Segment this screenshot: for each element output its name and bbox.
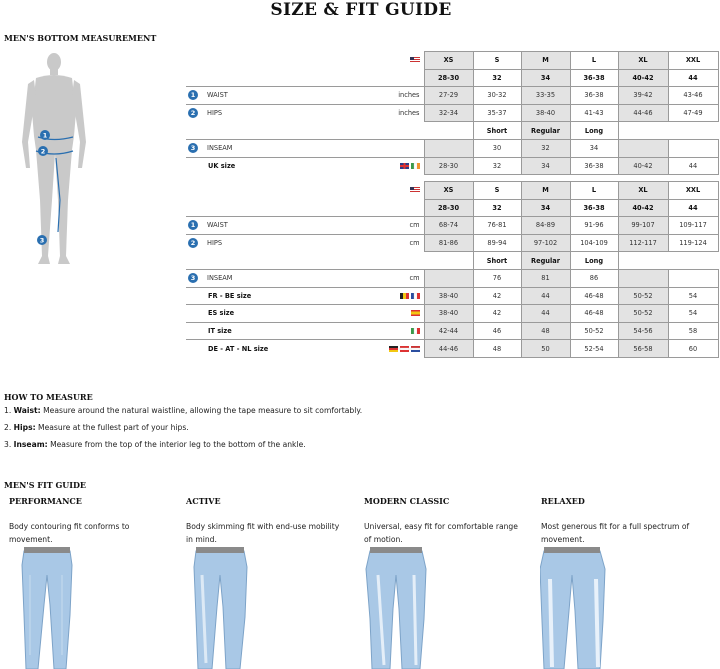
how-to-measure-item: 2. Hips: Measure at the fullest part of your hips.	[4, 423, 189, 432]
fit-description: Body contouring fit conforms to movement.	[9, 522, 130, 544]
row-label: UK size	[186, 157, 282, 175]
fit-guide-heading: MEN'S FIT GUIDE	[4, 480, 87, 490]
size-header-row	[186, 52, 718, 70]
measure-heading: MEN'S BOTTOM MEASUREMENT	[4, 33, 157, 43]
hips-row: 2 HIPS cm 81-86 89-94 97-102 104-109 112-117 119-124	[186, 234, 718, 252]
size-label: XS	[424, 52, 473, 70]
how-to-measure-item: 1. Waist: Measure around the natural waistline, allowing the tape measure to sit comfortably.	[4, 406, 363, 415]
fit-name: ACTIVE	[186, 496, 221, 506]
fit-active	[186, 496, 356, 546]
how-to-measure-item: 3. Inseam: Measure from the top of the interior leg to the bottom of the ankle.	[4, 440, 306, 449]
es-flag-icon	[411, 310, 420, 316]
relaxed-pants-icon	[540, 545, 608, 669]
fit-name: PERFORMANCE	[9, 496, 82, 506]
svg-text:2: 2	[40, 147, 46, 156]
waist-inch-size-row: 28-30 32 34 36-38 40-42 44	[186, 199, 718, 217]
fit-performance	[9, 496, 179, 546]
fit-name: RELAXED	[541, 496, 585, 506]
waist-inch-size-row: 28-30 32 34 36-38 40-42 44	[186, 69, 718, 87]
size-label: S	[473, 52, 521, 70]
unit-label: inches	[282, 104, 424, 122]
us-flag-icon	[410, 57, 420, 63]
size-label: M	[521, 52, 570, 70]
marker-3-icon: 3	[188, 273, 198, 283]
size-header-row: XS S M L XL XXL	[186, 182, 718, 200]
fit-description: Universal, easy fit for comfortable range of motion.	[364, 522, 518, 544]
svg-text:3: 3	[39, 236, 45, 245]
marker-1-icon: 1	[188, 220, 198, 230]
marker-2-icon: 2	[188, 238, 198, 248]
hips-row: 2 HIPS inches 32-34 35-37 38-40 41-43 44-46 47-49	[186, 104, 718, 122]
unit-label: inches	[282, 87, 424, 105]
svg-text:1: 1	[42, 131, 48, 140]
size-table-inches	[186, 51, 719, 175]
modern-classic-pants-icon	[364, 545, 432, 669]
fit-description: Body skimming fit with end-use mobility in mind.	[186, 522, 340, 544]
active-pants-icon	[188, 545, 256, 669]
marker-2-icon: 2	[188, 108, 198, 118]
row-label: WAIST	[207, 91, 228, 100]
uk-size-row: UK size 28-30 32 34 36-38 40-42 44	[186, 157, 718, 175]
fit-description: Most generous fit for a full spectrum of movement.	[541, 522, 690, 544]
marker-1-icon: 1	[188, 90, 198, 100]
row-label: INSEAM	[207, 144, 233, 153]
it-flag-icon	[411, 328, 420, 334]
it-size-row: IT size 42-44 46 48 50-52 54-56 58	[186, 322, 718, 340]
size-table-cm	[186, 181, 719, 358]
size-label: XXL	[668, 52, 718, 70]
how-to-measure-heading: HOW TO MEASURE	[4, 392, 93, 402]
marker-1-icon	[40, 130, 50, 140]
marker-3-icon	[37, 235, 47, 245]
length-header-row: Short Regular Long	[186, 252, 718, 270]
us-flag-icon	[410, 187, 420, 193]
size-label: L	[570, 52, 618, 70]
page-title: SIZE & FIT GUIDE	[270, 0, 452, 20]
fr-be-size-row: FR - BE size 38-40 42 44 46-48 50-52 54	[186, 287, 718, 305]
de-at-nl-flags-icon	[389, 346, 420, 352]
de-at-nl-size-row: DE - AT - NL size 44-46 48 50 52-54 56-58 60	[186, 340, 718, 358]
waist-row: 1 WAIST cm 68-74 76-81 84-89 91-96 99-107 109-117	[186, 217, 718, 235]
waist-row: 1 WAIST inches 27-29 30-32 33-35 36-38 39-42 43-46	[186, 87, 718, 105]
uk-ie-flags-icon	[400, 163, 420, 169]
length-header-row: Short Regular Long	[186, 122, 718, 140]
inseam-row: 3 INSEAM cm 76 81 86	[186, 269, 718, 287]
size-label: XL	[618, 52, 668, 70]
performance-pants-icon	[14, 545, 82, 669]
body-figure-illustration	[18, 50, 88, 270]
marker-2-icon	[38, 146, 48, 156]
fit-name: MODERN CLASSIC	[364, 496, 450, 506]
inseam-row: 3 INSEAM 30 32 34	[186, 139, 718, 157]
fit-modern-classic	[364, 496, 534, 546]
marker-3-icon: 3	[188, 143, 198, 153]
fit-relaxed	[541, 496, 711, 546]
es-size-row: ES size 38-40 42 44 46-48 50-52 54	[186, 305, 718, 323]
fr-be-flags-icon	[400, 293, 420, 299]
row-label: HIPS	[207, 109, 223, 118]
